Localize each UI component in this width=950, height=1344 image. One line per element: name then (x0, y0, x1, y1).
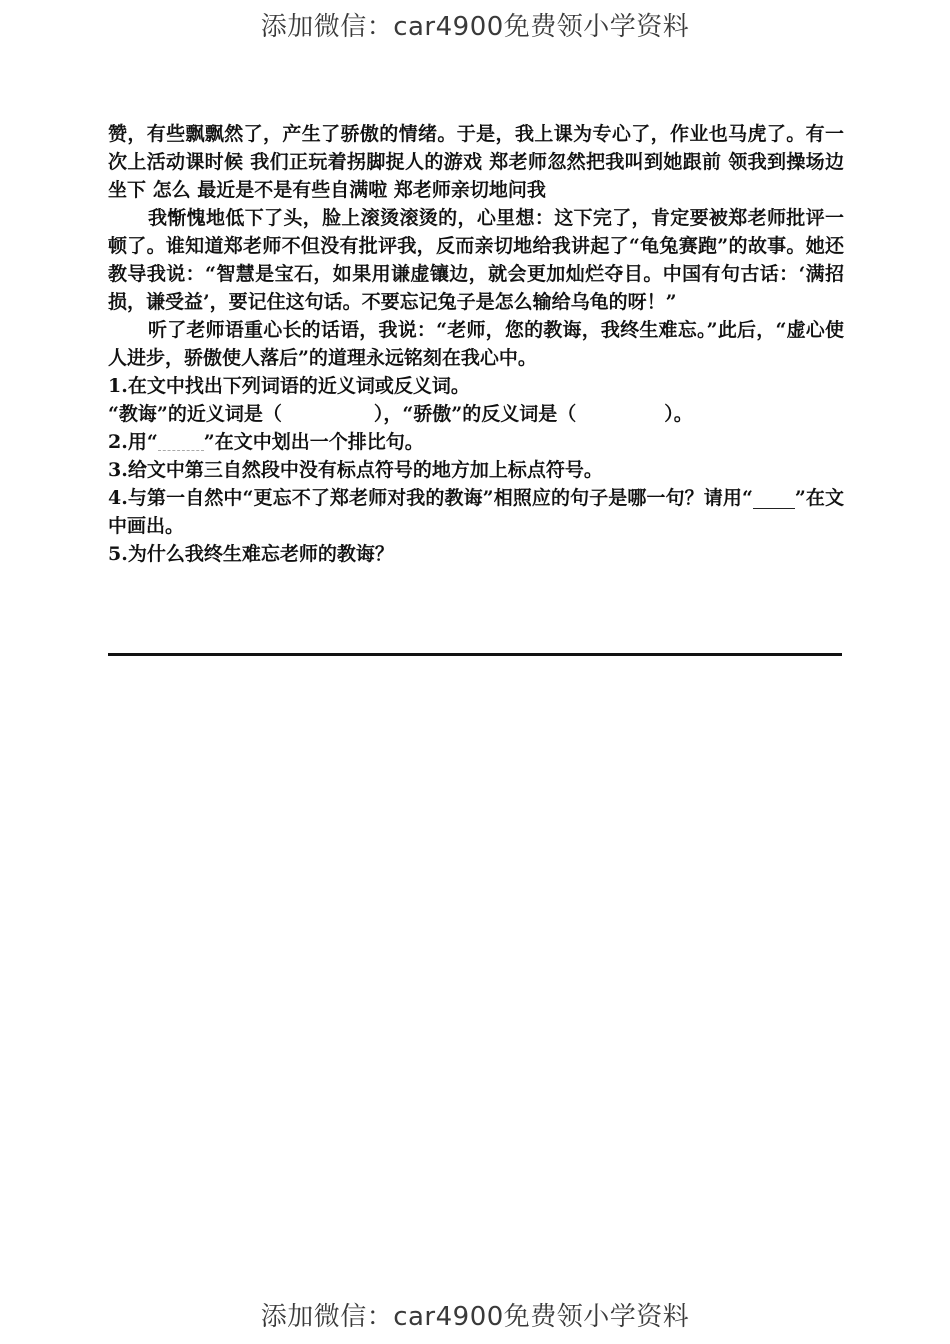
watermark-top: 添加微信：car4900免费领小学资料 (260, 12, 690, 42)
wavy-underline-mark (158, 436, 204, 451)
question-4 (108, 484, 844, 540)
answer-line[interactable] (108, 653, 842, 656)
passage-paragraph-1: 赞，有些飘飘然了，产生了骄傲的情绪。于是，我上课为专心了，作业也马虎了。有一次上活动课时候 我们正玩着拐脚捉人的游戏 郑老师忽然把我叫到她跟前 领我到操场边坐下 怎么 最近是不是有些自满啦 郑老师亲切地问我 (108, 123, 844, 201)
question-1: 1.在文中找出下列词语的近义词或反义词。 (108, 375, 470, 397)
question-4-part-a: 4.与第一自然中“更忘不了郑老师对我的教诲”相照应的句子是哪一句？请用“ (108, 487, 753, 509)
question-1-part-c: ）。 (664, 403, 693, 425)
question-2-part-a: 2.用“ (108, 431, 158, 453)
watermark-bottom: 添加微信：car4900免费领小学资料 (260, 1302, 690, 1332)
straight-underline-mark (753, 490, 795, 509)
question-1-blanks (108, 400, 844, 428)
question-2 (108, 428, 844, 456)
question-2-part-b: ”在文中划出一个排比句。 (203, 431, 424, 453)
faint-header-strip (0, 38, 950, 60)
question-4-part-b: ”在文中画出。 (108, 487, 844, 537)
worksheet-content (108, 120, 844, 568)
question-1-part-a: “教诲”的近义词是（ (108, 403, 282, 425)
question-1-part-b: ），“骄傲”的反义词是（ (373, 403, 577, 425)
question-5: 5.为什么我终生难忘老师的教诲？ (108, 543, 394, 565)
passage-paragraph-2: 我惭愧地低下了头，脸上滚烫滚烫的，心里想：这下完了，肯定要被郑老师批评一顿了。谁知道郑老师不但没有批评我，反而亲切地给我讲起了“龟兔赛跑”的故事。她还教导我说：“智慧是宝石，如果用谦虚镶边，就会更加灿烂夺目。中国有句古话：‘满招损，谦受益’，要记住这句话。不要忘记兔子是怎么输给乌龟的呀！” (108, 207, 844, 313)
question-3: 3.给文中第三自然段中没有标点符号的地方加上标点符号。 (108, 459, 603, 481)
passage-paragraph-3: 听了老师语重心长的话语，我说：“老师，您的教诲，我终生难忘。”此后，“虚心使人进步，骄傲使人落后”的道理永远铭刻在我心中。 (108, 319, 844, 369)
